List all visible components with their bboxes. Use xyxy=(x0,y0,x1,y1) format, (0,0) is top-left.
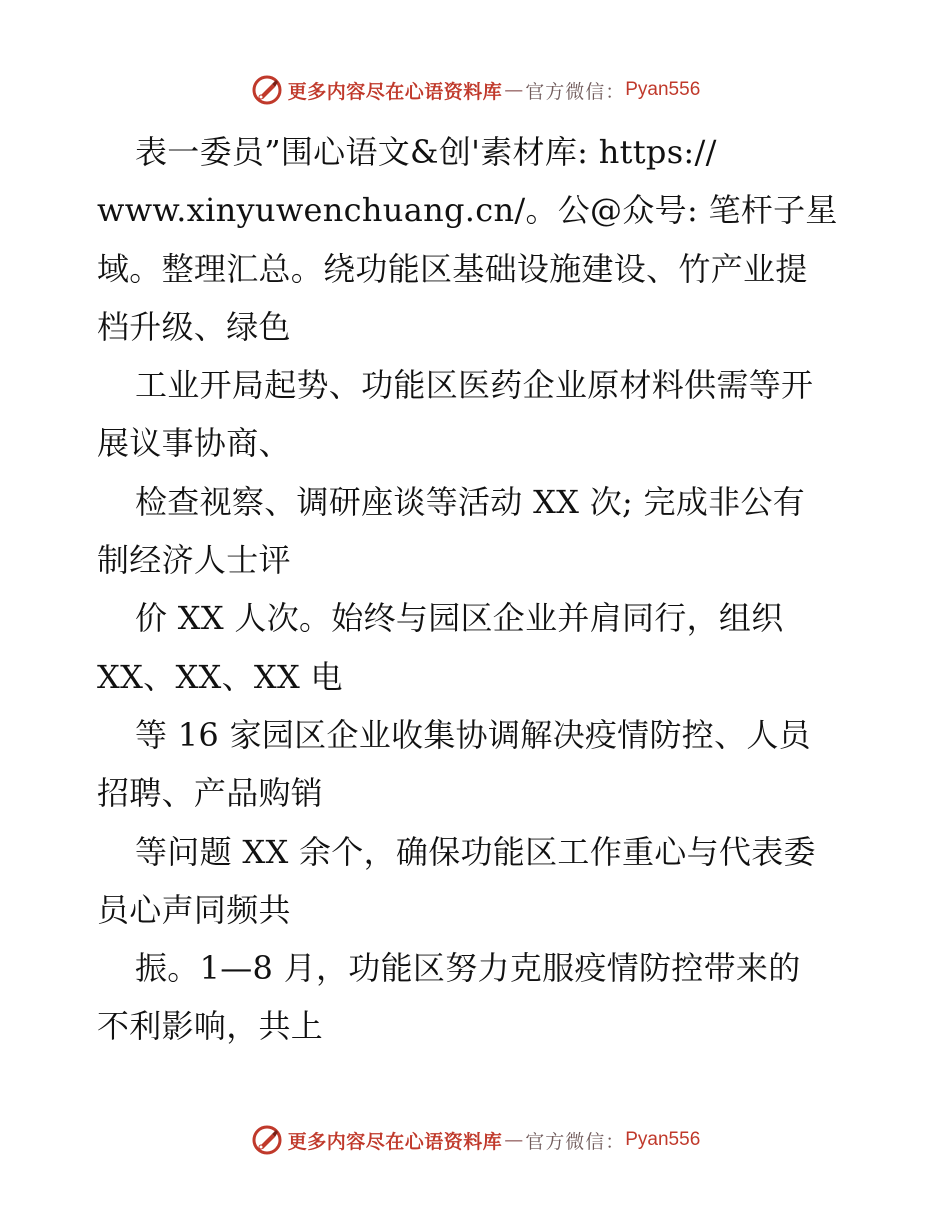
body-line: 制经济人士评 xyxy=(97,541,291,580)
footer-banner xyxy=(0,1122,950,1158)
brand-logo-icon xyxy=(250,1123,284,1157)
header-wechat-id: Pyan556 xyxy=(625,79,701,100)
body-line: 域。整理汇总。绕功能区基础设施建设、竹产业提 xyxy=(97,249,808,288)
body-line: 价 XX 人次。始终与园区企业并肩同行，组织 xyxy=(135,599,784,638)
footer-wechat-label: 官方微信： xyxy=(525,1130,626,1153)
body-line: 等 16 家园区企业收集协调解决疫情防控、人员 xyxy=(135,715,811,754)
body-line: 检查视察、调研座谈等活动 XX 次; 完成非公有 xyxy=(135,482,806,521)
body-line: www.xinyuwenchuang.cn/。公@众号: 笔杆子星 xyxy=(97,191,838,230)
header-banner xyxy=(0,72,950,108)
header-wechat-label: 官方微信： xyxy=(525,80,626,103)
footer-banner-text xyxy=(288,1127,701,1154)
footer-dash: — xyxy=(504,1129,524,1151)
brand-logo-icon xyxy=(250,73,284,107)
header-dash: — xyxy=(504,79,524,101)
header-slogan: 更多内容尽在心语资料库 xyxy=(287,80,503,103)
body-line: 工业开局起势、功能区医药企业原材料供需等开 xyxy=(135,366,814,405)
body-line: 招聘、产品购销 xyxy=(97,774,324,813)
body-line: 振。1—8 月，功能区努力克服疫情防控带来的 xyxy=(135,949,801,988)
body-line: 表一委员”围心语文&创'素材库: https:// xyxy=(135,133,717,171)
body-line: 不利影响，共上 xyxy=(97,1007,324,1046)
body-line: 展议事协商、 xyxy=(97,424,291,463)
header-banner-text xyxy=(288,77,701,104)
body-line: 档升级、绿色 xyxy=(97,307,291,346)
body-line: 员心声同频共 xyxy=(97,890,291,929)
document-body xyxy=(97,123,857,1056)
body-line: 等问题 XX 余个，确保功能区工作重心与代表委 xyxy=(135,832,816,871)
footer-slogan: 更多内容尽在心语资料库 xyxy=(287,1130,503,1153)
footer-wechat-id: Pyan556 xyxy=(625,1129,701,1150)
body-line: XX、XX、XX 电 xyxy=(97,657,343,696)
